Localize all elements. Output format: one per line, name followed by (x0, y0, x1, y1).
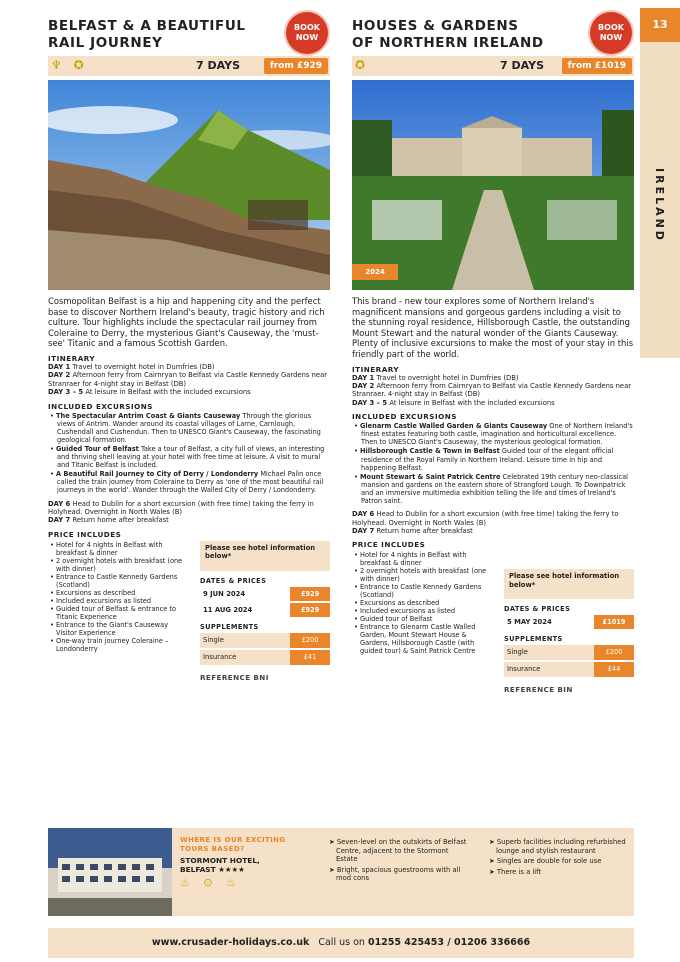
hotel-info-box (48, 828, 634, 916)
hotel-heading: WHERE IS OUR EXCITING TOURS BASED? (180, 836, 286, 853)
date-row: 9 JUN 2024 £929 (200, 587, 330, 601)
website-link[interactable]: www.crusader-holidays.co.uk (151, 937, 310, 948)
hotel-name: STORMONT HOTEL, BELFAST ★★★★ (180, 856, 260, 874)
book-now-button[interactable]: BOOK NOW (286, 12, 328, 54)
dates-heading: DATES & PRICES (504, 605, 571, 614)
call-label: Call us on (318, 937, 365, 948)
list-item: ➤ Bright, spacious guestrooms with all mod cons (329, 865, 461, 883)
excursion-item: • A Beautiful Rail Journey to City of Derry / Londonderry Michael Palin once called the train journey from Coleraine to Derry as 'one of the most beautiful rail journeys in the world'. Wander through the Walled City of Derry / Londonderry. (50, 470, 324, 495)
price-includes-heading: PRICE INCLUDES (352, 540, 426, 550)
supplements-heading: SUPPLEMENTS (504, 635, 563, 644)
list-item: • Included excursions as listed (354, 607, 456, 616)
section-tab (640, 8, 680, 358)
excursion-item: • Mount Stewart & Saint Patrick Centre Celebrated 19th century neo-classical mansion and gardens on the eastern shore of Strangford Lough. To Downpatrick and an immersive multimedia exhibition telling the life and times of Ireland's Patron saint. (354, 472, 629, 506)
price-includes-list (48, 541, 183, 653)
tour-intro: This brand - new tour explores some of Northern Ireland's magnificent mansions and gorgeous gardens including a visit to the stunning royal residence, Hillsborough Castle, the outstanding Mount Stewart and the natural wonder of the Giants Causeway. Plenty of inclusive excursions to make the most of your stay in this friendly part of the world. (352, 296, 634, 359)
date-row: 11 AUG 2024 £929 (200, 603, 330, 617)
tour-feature-icons: ♆ ✪ (51, 58, 88, 72)
excursions-heading: INCLUDED EXCURSIONS (48, 401, 153, 411)
tour-title: BELFAST & A BEAUTIFUL RAIL JOURNEY (48, 18, 246, 51)
list-item: • One-way train journey Coleraine – Londonderry (50, 636, 169, 653)
tour-duration: 7 DAYS (196, 59, 240, 72)
supplement-row: Single £200 (200, 633, 330, 648)
itinerary-item: DAY 7 Return home after breakfast (352, 526, 473, 535)
hotel-photo (48, 828, 172, 916)
price-includes-list (352, 551, 487, 655)
list-item: • Hotel for 4 nights in Belfast with breakfast & dinner (354, 551, 467, 568)
list-item: ➤ Superb facilities including refurbished lounge and stylish restaurant (489, 838, 626, 855)
excursion-item: • Guided Tour of Belfast Take a tour of Belfast, a city full of views, an interesting and thriving shell leaving at your hotel with free time at leisure. A visit to mural and Titanic Belfast is included. (50, 444, 325, 470)
page-number: 13 (640, 8, 680, 42)
tour-belfast-rail (48, 10, 330, 746)
list-item: ➤ Singles are double for sole use (489, 857, 602, 866)
price-includes-heading: PRICE INCLUDES (48, 529, 122, 539)
excursion-item: • Hillsborough Castle & Town in Belfast Guided tour of the elegant official residence of the Royal Family in Northern Ireland. Leisure time in hip and happening Belfast. (354, 447, 614, 472)
dates-prices-panel (200, 541, 330, 682)
mountain-coast-photo (48, 80, 330, 290)
tour-title: HOUSES & GARDENS OF NORTHERN IRELAND (352, 18, 544, 51)
tour-info-bar (352, 56, 634, 76)
phone-numbers[interactable]: 01255 425453 / 01206 336666 (367, 937, 531, 948)
hotel-summary (180, 836, 320, 889)
tour-price-badge: from £929 (264, 58, 328, 74)
itinerary-item: DAY 1 Travel to overnight hotel in Dumfries (DB) (48, 362, 215, 371)
list-item: • Guided tour of Belfast (354, 615, 433, 624)
hotel-features-b (488, 838, 628, 878)
supplement-row: Single £200 (504, 645, 634, 660)
section-tab-label: IRELAND (653, 168, 666, 243)
hotel-facility-icons: ♨ ⊙ ♨ (180, 876, 241, 889)
tour-houses-gardens (352, 10, 634, 756)
supplements-heading: SUPPLEMENTS (200, 622, 259, 631)
list-item: • Entrance to Castle Kennedy Gardens (Scotland) (354, 583, 482, 600)
itinerary-heading: ITINERARY (48, 353, 96, 363)
tour-reference: REFERENCE BNI (200, 672, 269, 682)
itinerary-item: DAY 3 – 5 At leisure in Belfast with the included excursions (48, 388, 251, 397)
list-item: • 2 overnight hotels with breakfast (one with dinner) (354, 567, 487, 584)
itinerary-item: DAY 2 Afternoon ferry from Cairnryan to Belfast via Castle Kennedy Gardens near Stranraer for 4-night stay in Belfast (DB) (48, 371, 328, 388)
tour-reference: REFERENCE BIN (504, 685, 573, 695)
tour-intro: Cosmopolitan Belfast is a hip and happening city and the perfect base to discover Northern Ireland's beauty, tragic history and rich culture. Tour highlights include the spectacular rail journey from Coleraine to Derry, the mysterious Giant's Causeway, the 'must-see' Titanic and a famous Scottish Garden. (48, 296, 325, 349)
new-tour-badge: 2024 (352, 264, 398, 280)
tour-price-badge: from £1019 (562, 58, 632, 74)
list-item: • Hotel for 4 nights in Belfast with breakfast & dinner (50, 540, 163, 557)
mansion-garden-photo (352, 80, 634, 290)
itinerary-heading: ITINERARY (352, 364, 400, 374)
book-now-button[interactable]: BOOK NOW (590, 12, 632, 54)
list-item: • Entrance to the Giant's Causeway Visitor Experience (50, 620, 169, 637)
excursions-heading: INCLUDED EXCURSIONS (352, 412, 457, 422)
tour-duration: 7 DAYS (500, 59, 544, 72)
date-row: 5 MAY 2024 £1019 (504, 615, 634, 629)
hotel-features-a (328, 838, 468, 885)
supplement-row: Insurance £44 (504, 662, 634, 677)
hotel-info-note: Please see hotel information below* (504, 569, 634, 599)
list-item: • Entrance to Castle Kennedy Gardens (Scotland) (50, 572, 178, 589)
list-item: • Entrance to Glenarm Castle Walled Garden, Mount Stewart House & Gardens, Hillsborough Castle (with guided tour) & Saint Patrick Centre (354, 623, 476, 656)
itinerary-item: DAY 1 Travel to overnight hotel in Dumfries (DB) (352, 373, 519, 382)
itinerary-item: DAY 3 – 5 At leisure in Belfast with the included excursions (352, 398, 555, 407)
dates-heading: DATES & PRICES (200, 576, 267, 585)
list-item: • Excursions as described (50, 588, 136, 597)
tour-feature-icons: ✪ (355, 58, 370, 72)
itinerary-item: DAY 2 Afternoon ferry from Cairnryan to Belfast via Castle Kennedy Gardens near Stranraer. 4-night stay in Belfast (DB) (352, 381, 632, 399)
list-item: ➤ There is a lift (489, 867, 542, 876)
list-item: • Included excursions as listed (50, 596, 152, 605)
tour-info-bar (48, 56, 330, 76)
list-item: • Excursions as described (354, 599, 440, 608)
itinerary-item: DAY 7 Return home after breakfast (48, 516, 169, 525)
supplement-row: Insurance £41 (200, 650, 330, 665)
hotel-info-note: Please see hotel information below* (200, 541, 330, 571)
excursion-item: • The Spectacular Antrim Coast & Giants Causeway Through the glorious views of Antrim. Wander around its coastal villages of Larne, Carnlough, Cushendall and Cushendun. Then to UNESCO Giant's Causeway, the fascinating geological formation. (50, 411, 321, 444)
excursion-item: • Glenarm Castle Walled Garden & Giants Causeway One of Northern Ireland's finest estates featuring both castle, imagination and horticultural excellence. Then to UNESCO Giant's Causeway, the mysterious geological formation. (354, 422, 633, 447)
list-item: ➤ Seven-level on the outskirts of Belfast Centre, adjacent to the Stormont Estate (329, 838, 467, 864)
itinerary-item: DAY 6 Head to Dublin for a short excursion (with free time) taking the ferry in Holyhead. Overnight in North Wales (B) (48, 499, 314, 516)
itinerary-item: DAY 6 Head to Dublin for a short excursion (with free time) taking the ferry to Holyhead. Overnight in North Wales (B) (352, 510, 619, 527)
dates-prices-panel (504, 569, 634, 694)
footer-contact (48, 928, 634, 958)
list-item: • Guided tour of Belfast & entrance to Titanic Experience (50, 604, 176, 621)
list-item: • 2 overnight hotels with breakfast (one with dinner) (50, 556, 183, 573)
